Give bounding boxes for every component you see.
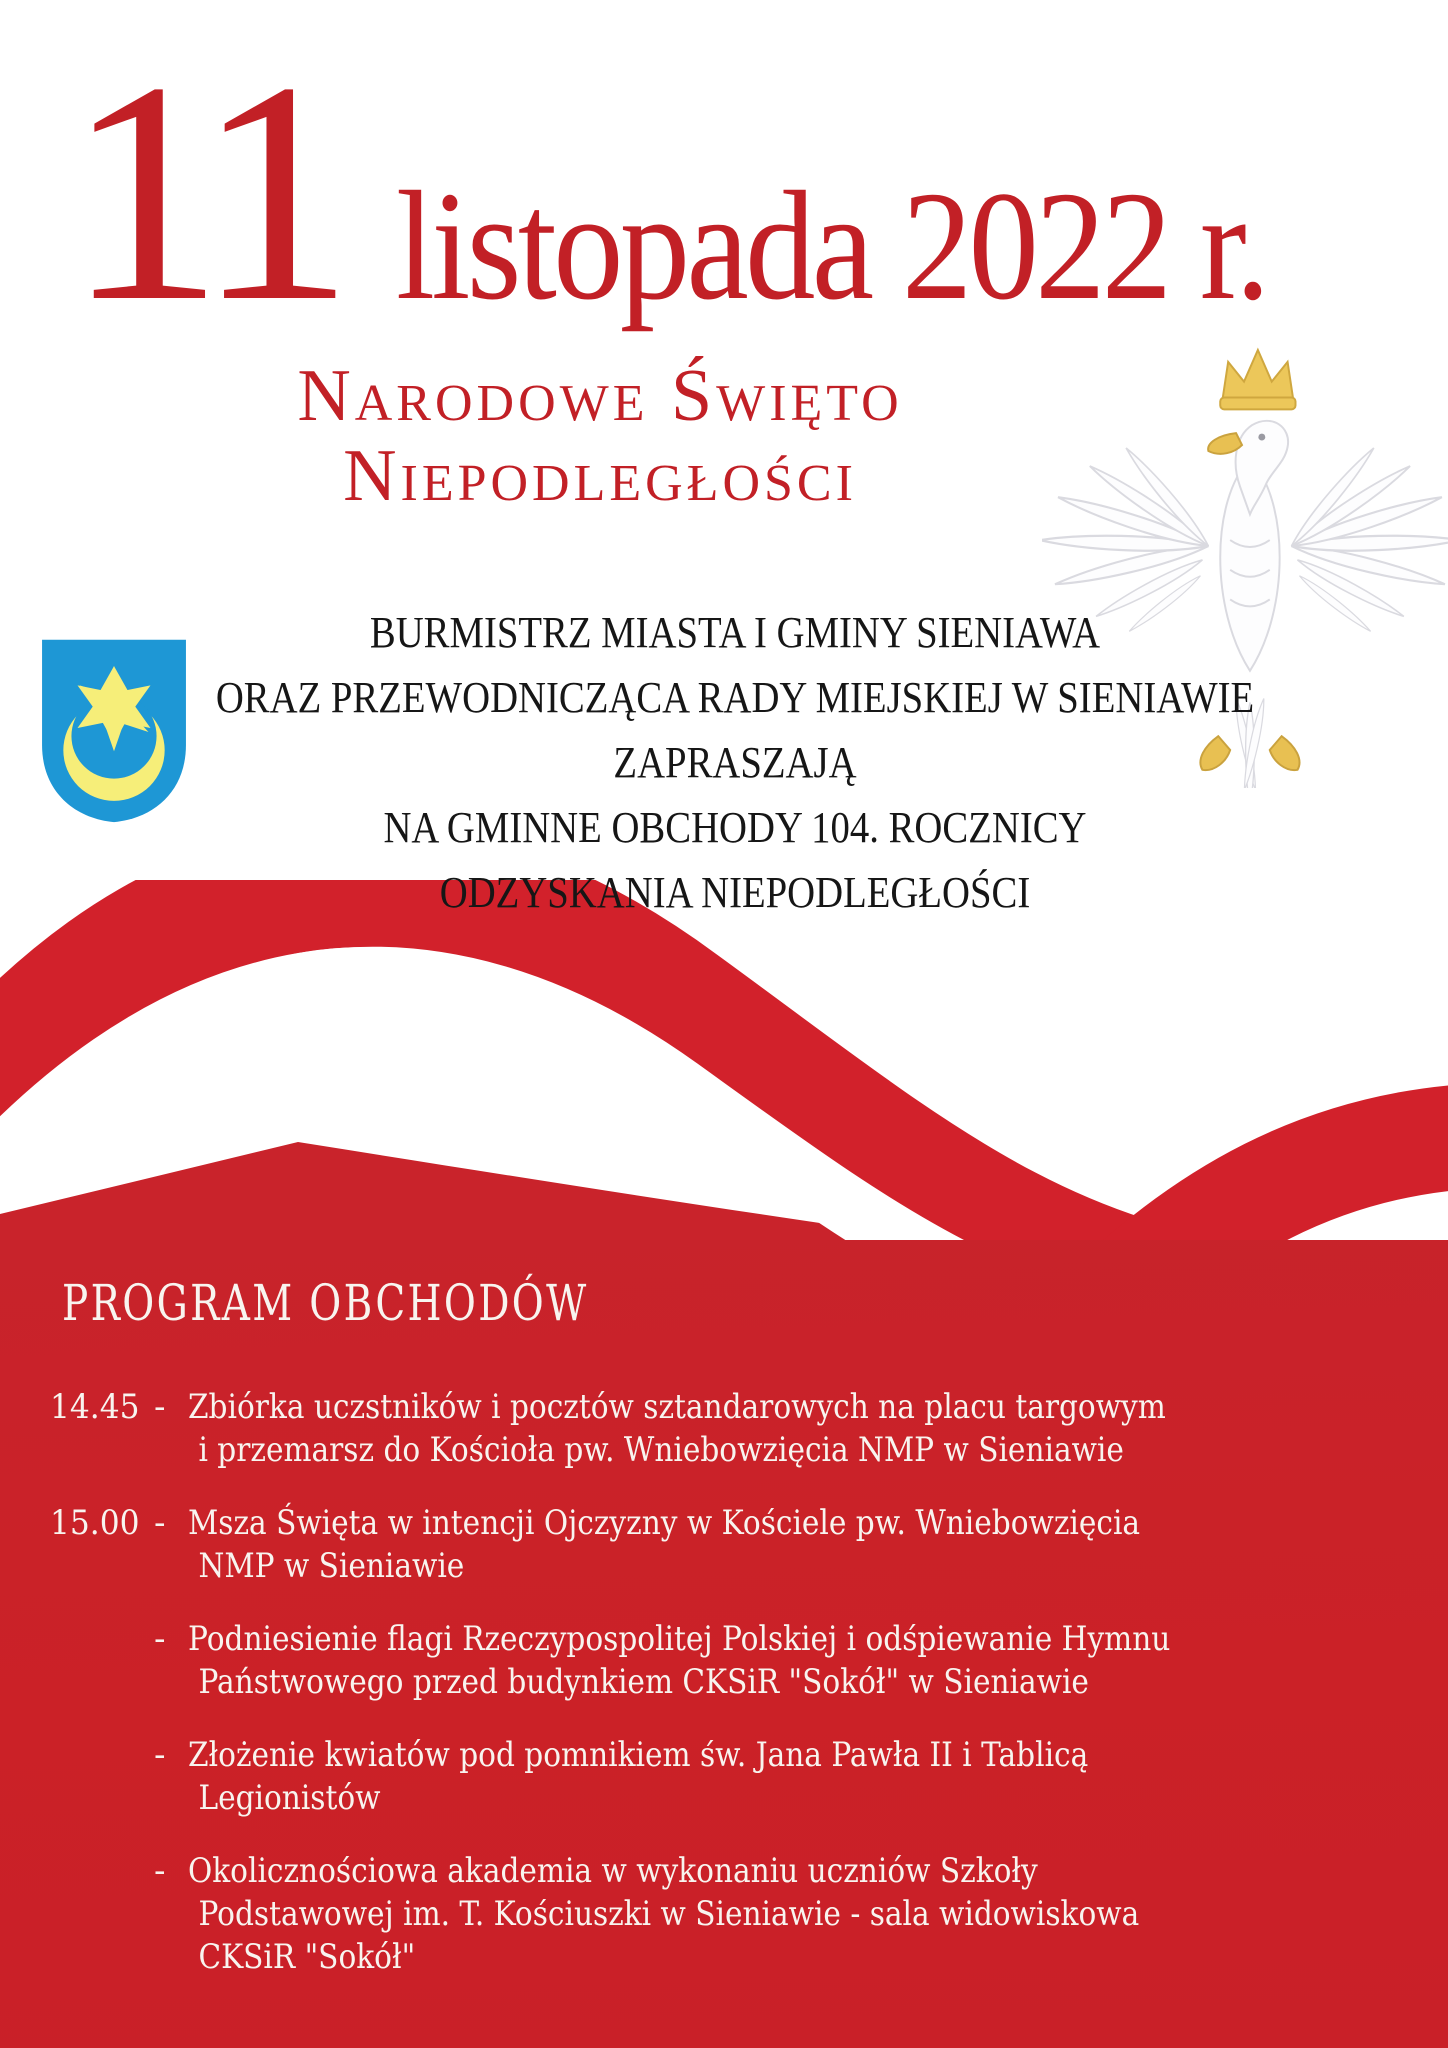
date-rest: listopada 2022 r.	[396, 159, 1268, 332]
program-item-1	[50, 1386, 1448, 1472]
program-items	[0, 1386, 1448, 1979]
item-time	[50, 1850, 146, 1979]
item-text	[188, 1618, 1448, 1704]
item-line: CKSiR "Sokół"	[198, 1937, 416, 1977]
program-item-5	[50, 1850, 1448, 1979]
invitation-line-5: ODZYSKANIA NIEPODLEGŁOŚCI	[439, 868, 1031, 917]
invitation-line-1: BURMISTRZ MIASTA I GMINY SIENIAWA	[369, 608, 1101, 657]
item-time: 14.45	[50, 1387, 140, 1427]
item-text	[188, 1734, 1448, 1820]
item-line: Państwowego przed budynkiem CKSiR "Sokół" w Sieniawie	[198, 1662, 1089, 1702]
item-text	[188, 1850, 1448, 1979]
item-text	[188, 1502, 1448, 1588]
item-time: 15.00	[50, 1503, 140, 1543]
date-heading	[66, 17, 1364, 367]
item-text	[188, 1386, 1448, 1472]
item-line: Podniesienie flagi Rzeczypospolitej Polskiej i odśpiewanie Hymnu	[188, 1619, 1171, 1659]
item-line: Podstawowej im. T. Kościuszki w Sieniawie - sala widowiskowa	[198, 1894, 1140, 1934]
item-dash: -	[154, 1851, 166, 1891]
holiday-title	[0, 356, 1200, 516]
date-day: 11	[66, 17, 339, 367]
holiday-title-line2: Niepodległości	[343, 435, 857, 517]
item-dash: -	[154, 1503, 166, 1543]
invitation-line-3: ZAPRASZAJĄ	[613, 738, 857, 787]
program-item-4	[50, 1734, 1448, 1820]
item-dash: -	[154, 1619, 166, 1659]
item-line: Złożenie kwiatów pod pomnikiem św. Jana Pawła II i Tablicą	[188, 1735, 1089, 1775]
item-line: i przemarsz do Kościoła pw. Wniebowzięcia NMP w Sieniawie	[198, 1430, 1124, 1470]
item-time	[50, 1734, 146, 1820]
item-line: Okolicznościowa akademia w wykonaniu uczniów Szkoły	[188, 1851, 1038, 1891]
item-dash: -	[154, 1735, 166, 1775]
program-title: PROGRAM OBCHODÓW	[62, 1274, 589, 1332]
item-line: Zbiórka uczstników i pocztów sztandarowych na placu targowym	[188, 1387, 1166, 1427]
flag-ribbon-wave	[0, 880, 1448, 1260]
invitation-line-4: NA GMINNE OBCHODY 104. ROCZNICY	[383, 803, 1087, 852]
holiday-title-line1: Narodowe Święto	[297, 355, 903, 437]
invitation-text	[90, 600, 1380, 925]
item-line: NMP w Sieniawie	[198, 1546, 465, 1586]
item-time	[50, 1618, 146, 1704]
program-item-2	[50, 1502, 1448, 1588]
item-line: Legionistów	[198, 1778, 381, 1818]
program-section	[0, 1240, 1448, 2048]
item-dash: -	[154, 1387, 166, 1427]
invitation-line-2: ORAZ PRZEWODNICZĄCA RADY MIEJSKIEJ W SIENIAWIE	[215, 673, 1255, 722]
item-line: Msza Święta w intencji Ojczyzny w Kościele pw. Wniebowzięcia	[188, 1503, 1141, 1543]
program-item-3	[50, 1618, 1448, 1704]
